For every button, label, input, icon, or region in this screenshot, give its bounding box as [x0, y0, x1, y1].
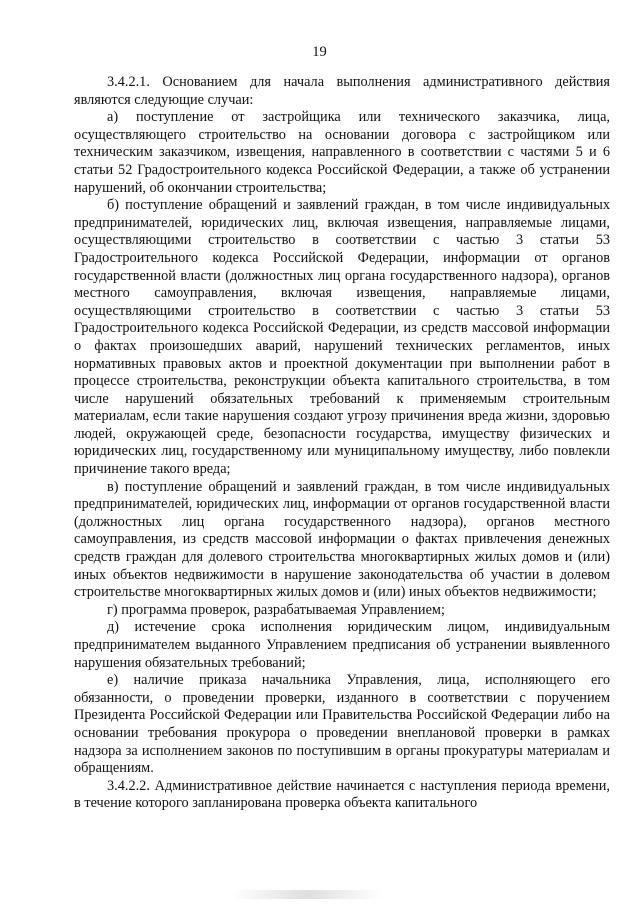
paragraph-item-v: в) поступление обращений и заявлений граждан, в том числе индивидуальных предпринимателей, юридических лиц, информации от органов государственной власти (должностных лиц органа государственного надзора), органов местного самоуправления, из средств массовой информации о фактах привлечения денежных средств граждан для долевого строительства многоквартирных жилых домов и (или) иных объектов недвижимости в нарушение законодательства об участии в долевом строительстве многоквартирных жилых домов и (или) иных объектов недвижимости; — [74, 478, 610, 601]
paragraph-item-g: г) программа проверок, разрабатываемая Управлением; — [107, 601, 445, 618]
paragraph-item-b: б) поступление обращений и заявлений граждан, в том числе индивидуальных предпринимателей, юридических лиц, включая извещения, направляемые лицами, осуществляющими строительство в соответствии с частью 3 статьи 53 Градостроительного кодекса Российской Федерации, информации от органов государственной власти (должностных лиц органа государственного надзора), органов местного самоуправления, включая извещения, направляемые лицами, осуществляющими строительство в соответствии с частью 3 статьи 53 Градостроительного кодекса Российской Федерации, из средств массовой информации о фактах произошедших аварий, нарушений технических регламентов, иных нормативных правовых актов и проектной документации при выполнении работ в процессе строительства, реконструкции объекта капитального строительства, в том числе нарушений обязательных требований к применяемым строительным материалам, если такие нарушения создают угрозу причинения вреда жизни, здоровью людей, окружающей среде, безопасности государства, имуществу физических и юридических лиц, государственному или муниципальному имуществу, либо повлекли причинение такого вреда; — [74, 197, 610, 478]
paragraph-item-e: е) наличие приказа начальника Управления, лица, исполняющего его обязанности, о проведении проверки, изданного в соответствии с поручением Президента Российской Федерации или Правительства Российской Федерации либо на основании требования прокурора о проведении внеплановой проверки в рамках надзора за исполнением законов по поступившим в органы прокуратуры материалам и обращениям. — [74, 672, 610, 777]
paragraph-3-4-2-1: 3.4.2.1. Основанием для начала выполнения административного действия являются следующие случаи: — [74, 74, 610, 108]
page-number: 19 — [312, 44, 327, 60]
paragraph-item-a: а) поступление от застройщика или технического заказчика, лица, осуществляющего строительство на основании договора с застройщиком или техническим заказчиком, извещения, направленного в соответствии с частями 5 и 6 статьи 52 Градостроительного кодекса Российской Федерации, а также об устранении нарушений, об окончании строительства; — [74, 109, 610, 196]
document-body — [74, 74, 610, 813]
paragraph-item-d: д) истечение срока исполнения юридическим лицом, индивидуальным предпринимателем выданного Управлением предписания об устранении выявленного нарушения обязательных требований; — [74, 619, 610, 671]
paragraph-3-4-2-2: 3.4.2.2. Административное действие начинается с наступления периода времени, в течение которого запланирована проверка объекта капитального — [74, 777, 610, 812]
scan-artifact — [232, 890, 382, 899]
